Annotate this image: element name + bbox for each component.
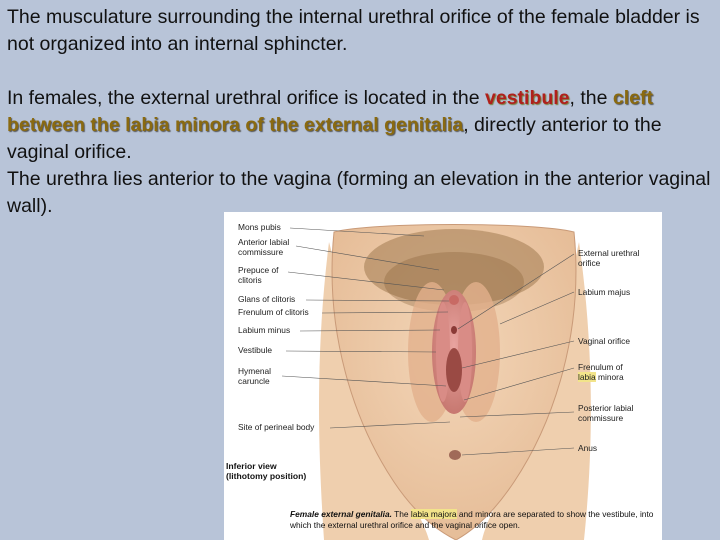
highlight-cleft: cleft between the labia minora of the external genitalia — [7, 87, 654, 136]
labium-minus-left — [436, 302, 450, 402]
label-hymenal-caruncle: Hymenal caruncle — [238, 366, 272, 386]
caption-text: and minora are separated to show the vestibule, into which the external urethral orifice and the vaginal orifice open. — [290, 509, 654, 530]
label-frenulum-of-clitoris: Frenulum of clitoris — [238, 307, 309, 317]
vaginal-orifice — [446, 348, 462, 392]
urethral-orifice — [451, 326, 457, 334]
caption-labia-majora-highlight: labia majora — [410, 509, 457, 519]
caption-text: The — [391, 509, 411, 519]
slide-text — [7, 4, 715, 220]
label-frenulum-labia-highlight: labia — [578, 371, 596, 382]
label-frenulum-line1: Frenulum of — [578, 362, 623, 372]
anus-shape — [449, 450, 461, 460]
label-labium-majus: Labium majus — [578, 287, 631, 297]
view-label: Inferior view (lithotomy position) — [226, 461, 307, 481]
highlight-vestibule: vestibule — [485, 87, 570, 109]
label-anus: Anus — [578, 443, 598, 453]
caption-title: Female external genitalia. — [290, 509, 392, 519]
paragraph-urethra: The urethra lies anterior to the vagina (forming an elevation in the anterior vaginal wall). — [7, 168, 711, 217]
label-glans-of-clitoris: Glans of clitoris — [238, 294, 296, 304]
label-prepuce-of-clitoris: Prepuce of clitoris — [238, 265, 279, 285]
label-frenulum-minora: minora — [595, 371, 624, 382]
clitoris-glans — [449, 295, 459, 305]
anatomy-figure — [224, 212, 662, 540]
labium-minus-right — [458, 302, 472, 402]
paragraph-musculature: The musculature surrounding the internal urethral orifice of the female bladder is not organized into an internal sphincter. — [7, 6, 700, 55]
paragraph-vestibule — [7, 85, 715, 166]
label-vaginal-orifice: Vaginal orifice — [578, 336, 630, 346]
label-anterior-labial-commissure: Anterior labial commissure — [238, 237, 290, 257]
text-segment: , the — [569, 87, 613, 109]
text-segment: , directly anterior to the vaginal orifice. — [7, 114, 662, 163]
figure-caption — [290, 509, 658, 531]
label-site-of-perineal-body: Site of perineal body — [238, 422, 315, 432]
text-segment: In females, the external urethral orifice is located in the — [7, 87, 485, 109]
paragraph-gap — [7, 58, 715, 85]
label-external-urethral-orifice: External urethral orifice — [578, 248, 640, 268]
label-frenulum-of-labia-minora — [578, 363, 624, 382]
label-labium-minus: Labium minus — [238, 325, 291, 335]
label-mons-pubis: Mons pubis — [238, 222, 281, 232]
label-vestibule: Vestibule — [238, 345, 272, 355]
label-posterior-labial-commissure: Posterior labial commissure — [578, 403, 634, 423]
